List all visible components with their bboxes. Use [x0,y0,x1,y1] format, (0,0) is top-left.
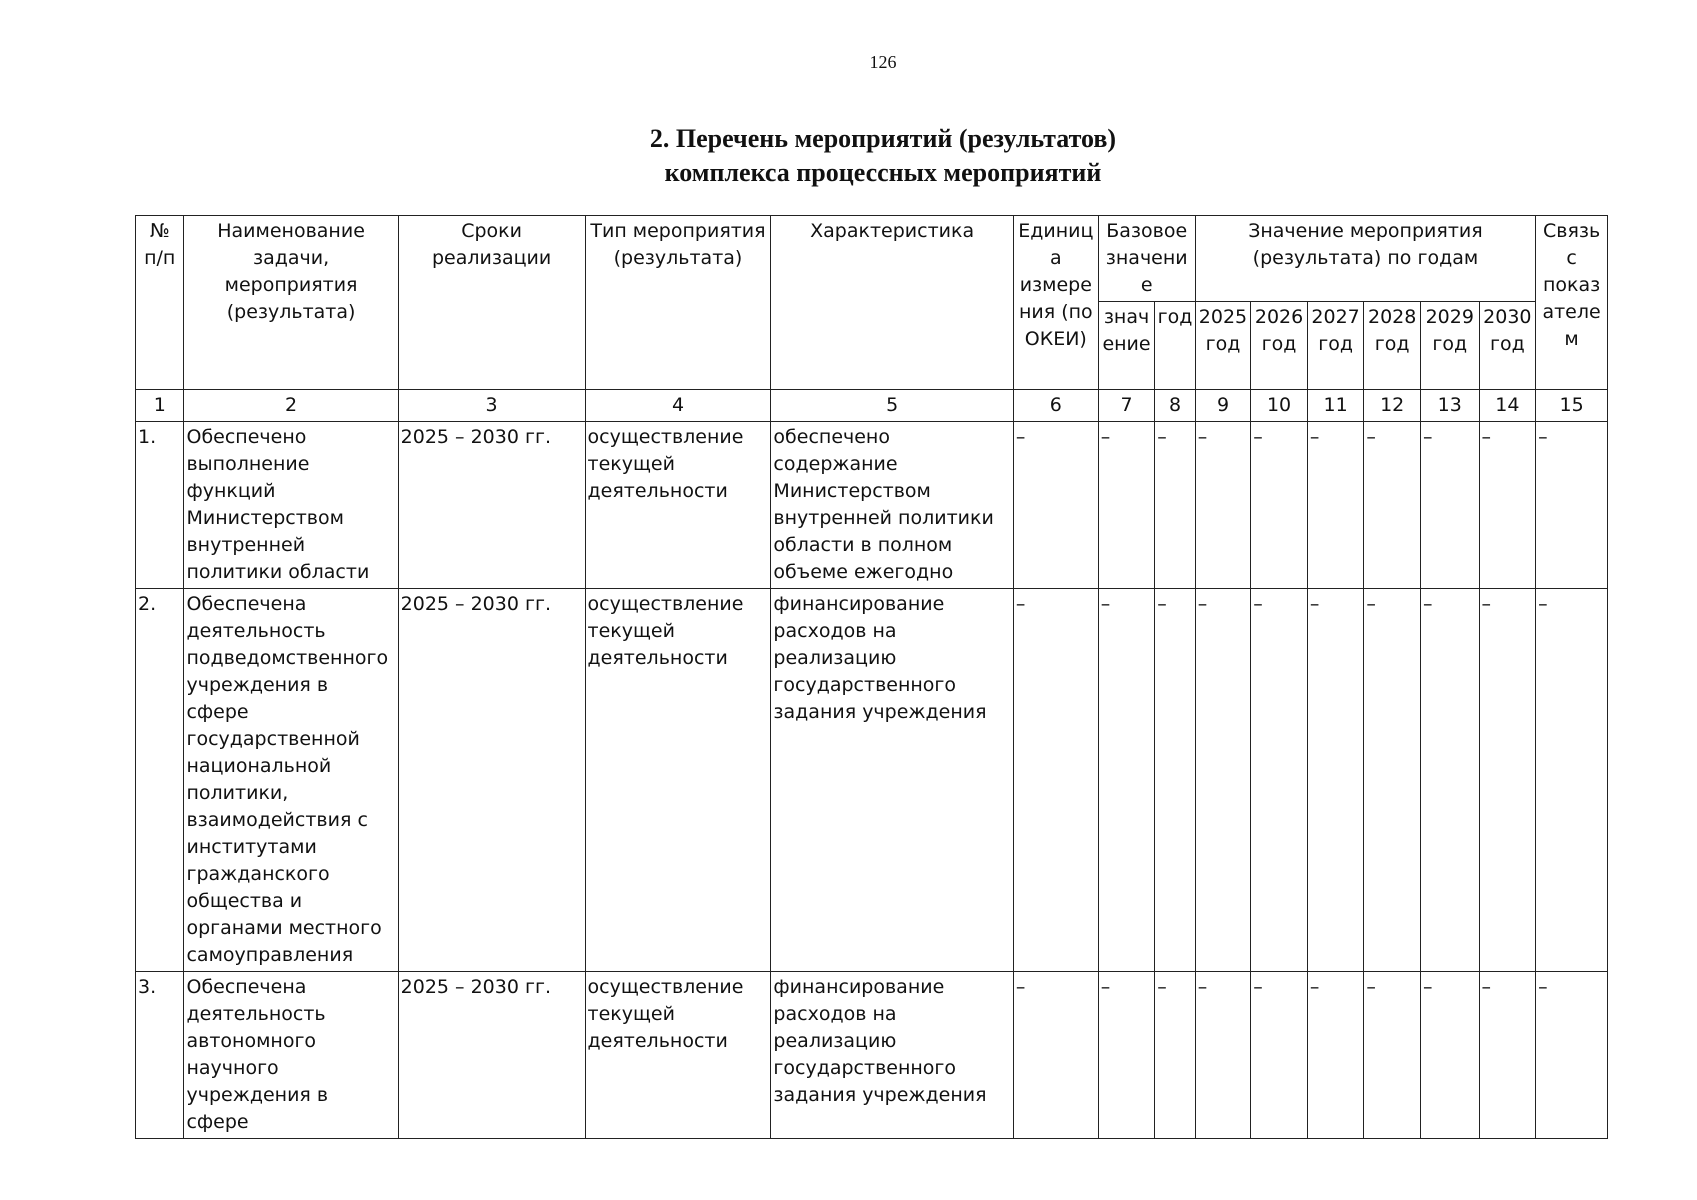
row-value: – [1251,972,1308,1139]
col-number: 9 [1195,390,1251,422]
col-number: 7 [1098,390,1155,422]
row-value: – [1420,422,1479,589]
col-number: 10 [1251,390,1308,422]
header-y2029: 2029 год [1420,302,1479,390]
page-title [0,122,1697,190]
row-value: – [1013,972,1098,1139]
header-base: Базовое значение [1098,216,1195,302]
row-value: – [1098,422,1155,589]
measures-table [135,215,1608,1139]
col-number: 3 [398,390,585,422]
row-value: – [1013,589,1098,972]
row-value: – [1195,972,1251,1139]
header-link: Связь с показателем [1536,216,1608,390]
row-value: – [1479,589,1536,972]
col-number: 14 [1479,390,1536,422]
header-y2028: 2028 год [1364,302,1421,390]
row-value: – [1155,972,1195,1139]
row-characteristic: обеспечено содержание Министерством внутренней политики области в полном объеме ежегодно [771,422,1013,589]
row-period: 2025 – 2030 гг. [398,589,585,972]
row-value: – [1479,422,1536,589]
header-base-year: год [1155,302,1195,390]
header-characteristic: Характеристика [771,216,1013,390]
row-value: – [1536,589,1608,972]
table-row [136,589,1608,972]
row-value: – [1364,972,1421,1139]
col-number: 13 [1420,390,1479,422]
row-value: – [1195,589,1251,972]
header-name: Наименование задачи, мероприятия (результата) [184,216,398,390]
row-value: – [1098,972,1155,1139]
row-value: – [1195,422,1251,589]
row-type: осуществление текущей деятельности [585,589,771,972]
row-value: – [1364,422,1421,589]
header-row-1 [136,216,1608,302]
header-values-group: Значение мероприятия (результата) по годам [1195,216,1535,302]
row-value: – [1536,972,1608,1139]
header-num: № п/п [136,216,184,390]
header-unit: Единица измерения (по ОКЕИ) [1013,216,1098,390]
row-value: – [1479,972,1536,1139]
title-line-2: комплекса процессных мероприятий [664,158,1102,187]
header-y2025: 2025 год [1195,302,1251,390]
table-row [136,972,1608,1139]
col-number: 12 [1364,390,1421,422]
row-value: – [1307,422,1364,589]
row-period: 2025 – 2030 гг. [398,972,585,1139]
row-name: Обеспечена деятельность подведомственного учреждения в сфере государственной национальной политики, взаимодействия с институтами гражданского общества и органами местного самоуправления [184,589,398,972]
row-value: – [1013,422,1098,589]
row-type: осуществление текущей деятельности [585,422,771,589]
row-value: – [1420,972,1479,1139]
col-number: 8 [1155,390,1195,422]
col-number: 2 [184,390,398,422]
page-number: 126 [869,52,897,72]
row-value: – [1364,589,1421,972]
col-number: 11 [1307,390,1364,422]
row-name: Обеспечена деятельность автономного научного учреждения в сфере [184,972,398,1139]
row-value: – [1251,422,1308,589]
header-y2030: 2030 год [1479,302,1536,390]
row-value: – [1420,589,1479,972]
row-value: – [1536,422,1608,589]
row-type: осуществление текущей деятельности [585,972,771,1139]
header-y2027: 2027 год [1307,302,1364,390]
header-type: Тип мероприятия (результата) [585,216,771,390]
table-row [136,422,1608,589]
header-base-value: значение [1098,302,1155,390]
row-value: – [1251,589,1308,972]
row-value: – [1307,589,1364,972]
row-num: 2. [136,589,184,972]
row-value: – [1155,422,1195,589]
col-number: 6 [1013,390,1098,422]
row-characteristic: финансирование расходов на реализацию государственного задания учреждения [771,589,1013,972]
row-period: 2025 – 2030 гг. [398,422,585,589]
row-characteristic: финансирование расходов на реализацию государственного задания учреждения [771,972,1013,1139]
col-number: 4 [585,390,771,422]
column-numbers-row [136,390,1608,422]
col-number: 1 [136,390,184,422]
row-value: – [1307,972,1364,1139]
col-number: 5 [771,390,1013,422]
header-period: Сроки реализации [398,216,585,390]
title-line-1: 2. Перечень мероприятий (результатов) [649,124,1117,153]
header-y2026: 2026 год [1251,302,1308,390]
row-value: – [1098,589,1155,972]
row-name: Обеспечено выполнение функций Министерством внутренней политики области [184,422,398,589]
col-number: 15 [1536,390,1608,422]
row-num: 3. [136,972,184,1139]
row-value: – [1155,589,1195,972]
row-num: 1. [136,422,184,589]
